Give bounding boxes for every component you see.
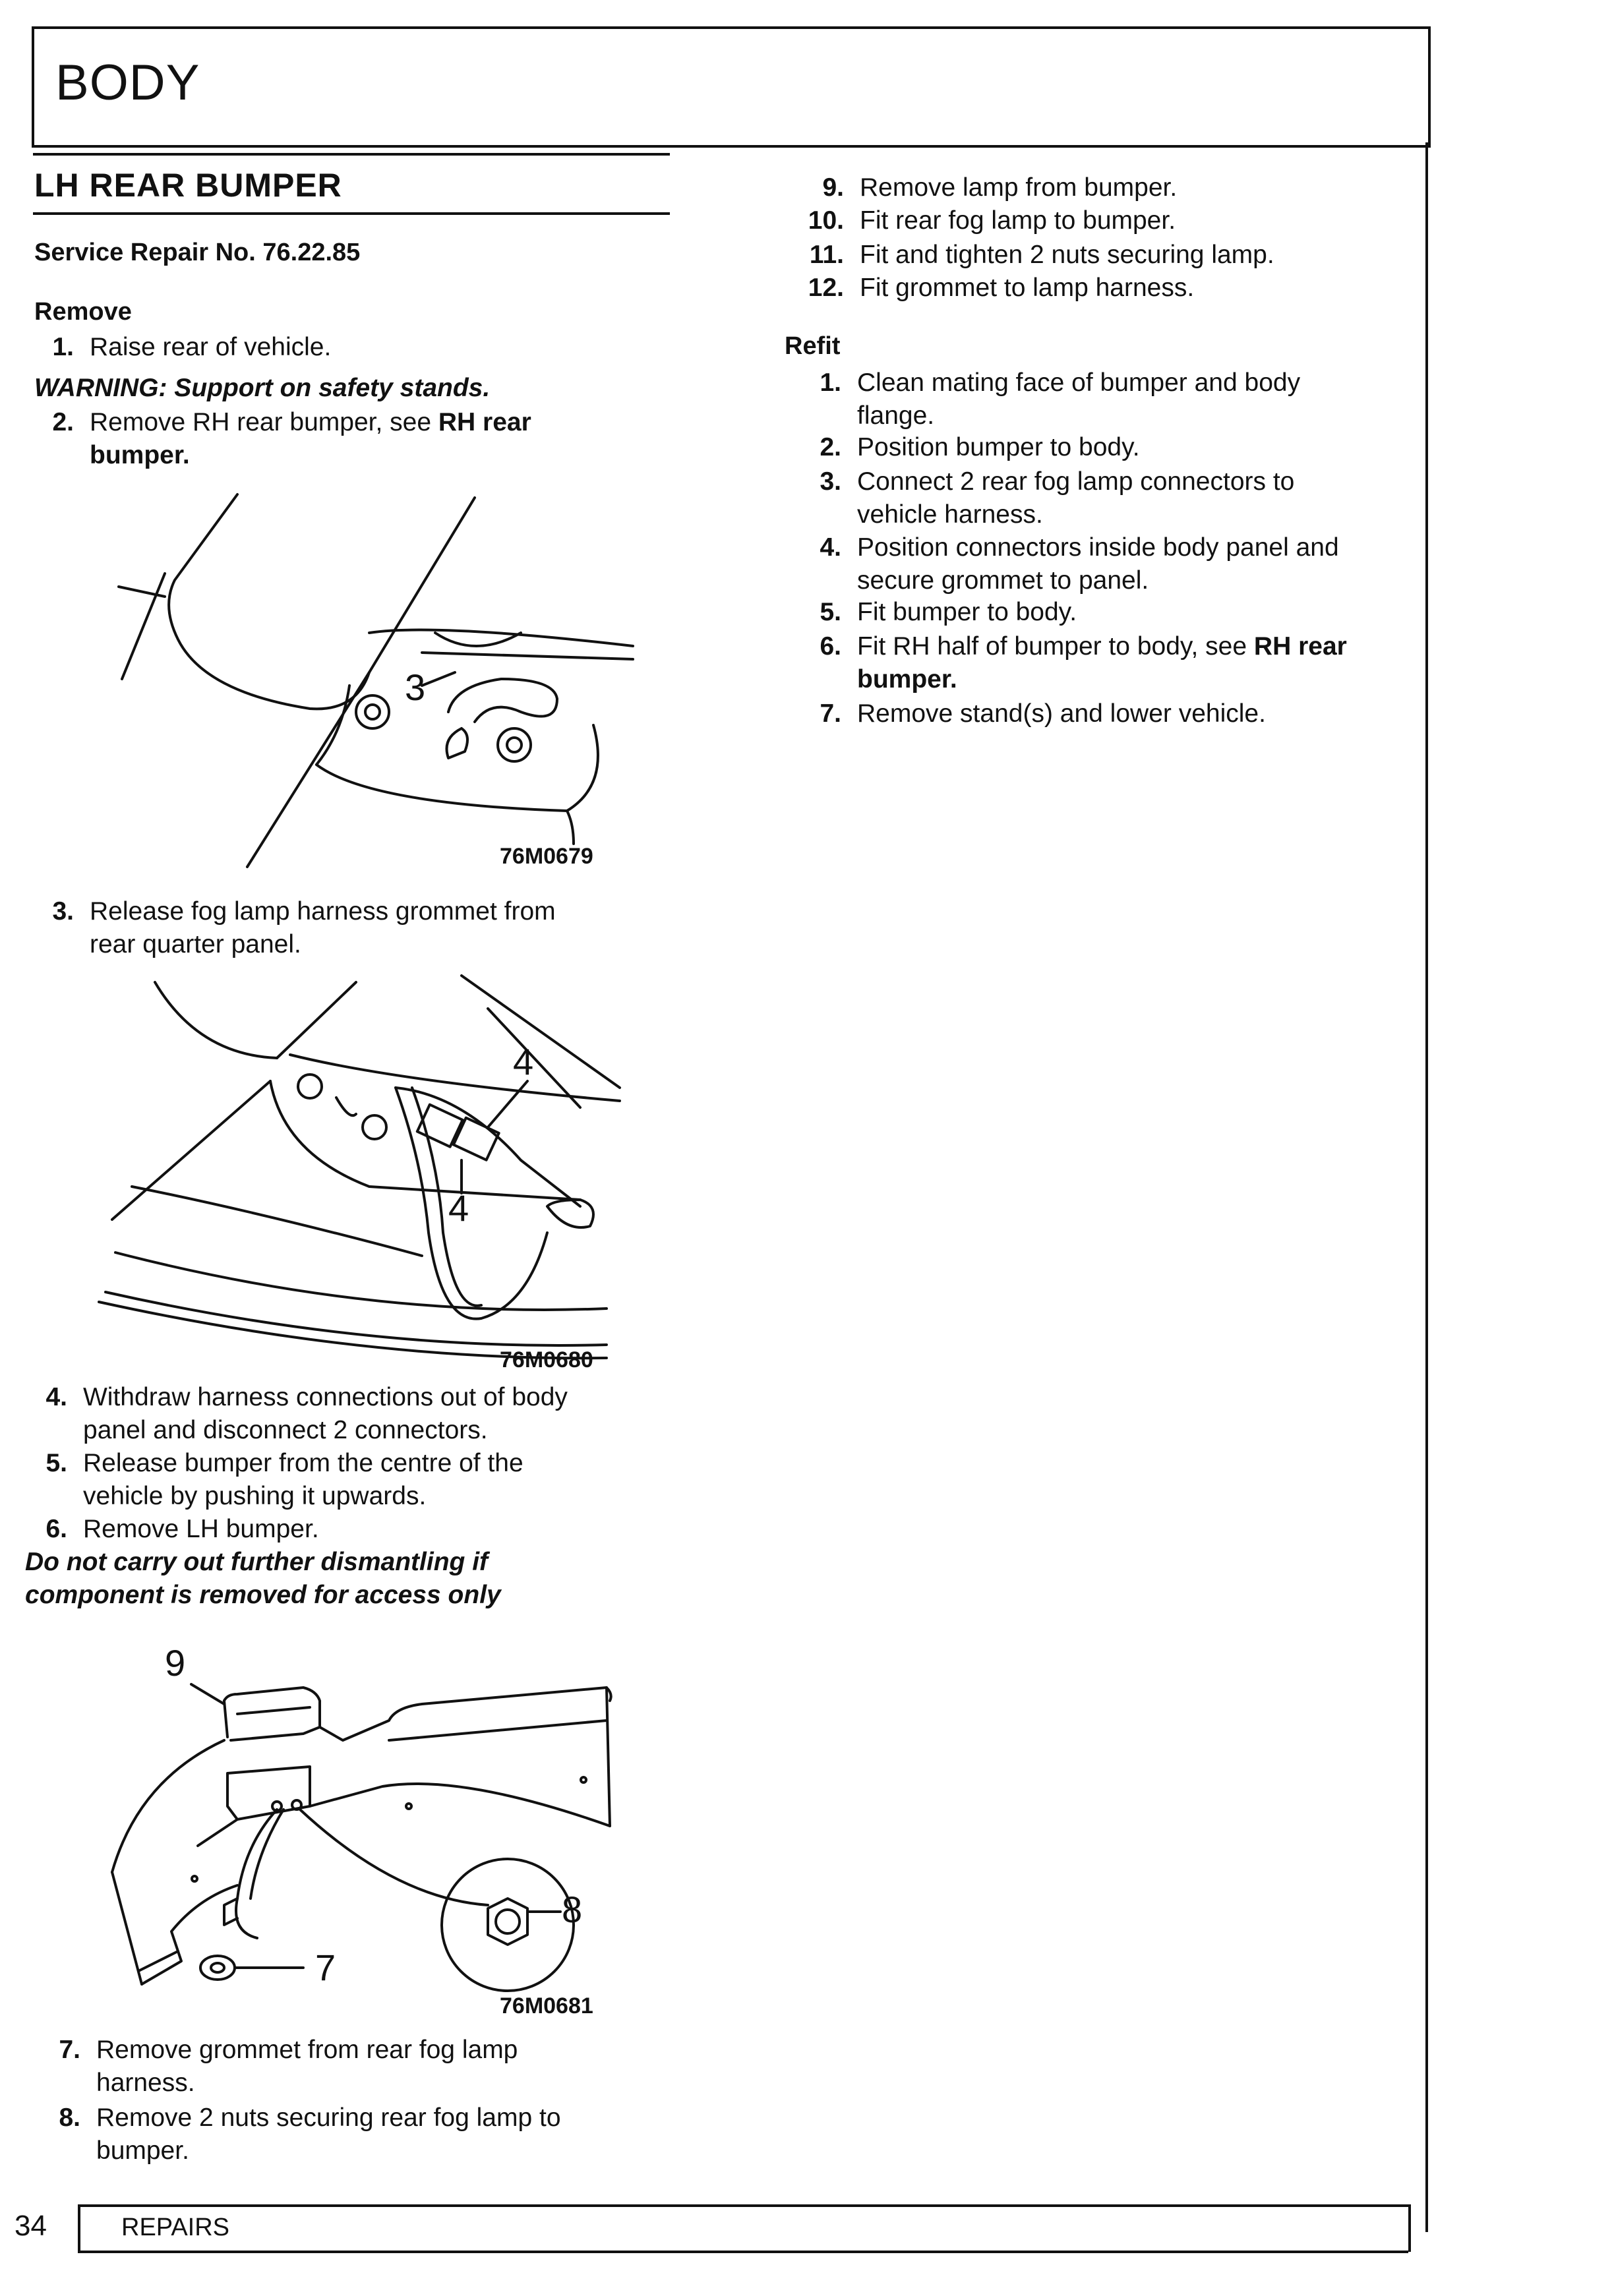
footer-bottom-rule (78, 2251, 1408, 2253)
remove-step-7 (28, 2034, 661, 2100)
step-text: vehicle harness. (857, 500, 1043, 529)
remove-step-9 (791, 171, 1411, 204)
step-number: 2. (820, 433, 841, 461)
step-number: 12. (808, 274, 844, 302)
step-text: Remove RH rear bumper, see (90, 408, 438, 436)
step-number: 6. (45, 1515, 67, 1543)
step-text: Fit grommet to lamp harness. (860, 274, 1195, 302)
refit-step-6 (789, 630, 1408, 696)
remove-heading: Remove (34, 298, 132, 326)
remove-step-11 (791, 239, 1411, 272)
step-text-wrap (857, 367, 1300, 432)
step-text: rear quarter panel. (90, 930, 301, 958)
step-number: 8. (59, 2104, 80, 2132)
callout-7: 7 (315, 1947, 336, 1988)
cross-ref-link[interactable]: RH rear (438, 408, 531, 436)
step-number: 1. (52, 333, 74, 361)
step-text: Position bumper to body. (857, 433, 1140, 461)
step-text: Remove stand(s) and lower vehicle. (857, 699, 1266, 728)
callout-4-bottom: 4 (448, 1187, 469, 1229)
callout-4-top: 4 (513, 1041, 534, 1082)
refit-step-3 (789, 465, 1408, 531)
step-text: Connect 2 rear fog lamp connectors to (857, 467, 1295, 496)
step-number: 2. (52, 408, 74, 436)
step-text: harness. (96, 2069, 195, 2097)
refit-step-4 (789, 531, 1408, 597)
footer-section-label: REPAIRS (121, 2214, 230, 2241)
remove-step-8 (28, 2102, 661, 2167)
safety-warning: WARNING: Support on safety stands. (34, 374, 491, 402)
step-number: 7. (820, 699, 841, 728)
step-text: Remove LH bumper. (83, 1515, 319, 1543)
step-text: Withdraw harness connections out of body (83, 1383, 568, 1411)
step-text: Clean mating face of bumper and body (857, 368, 1301, 397)
figure-code-76m0679: 76M0679 (500, 844, 593, 869)
dismantling-note-line2: component is removed for access only (25, 1581, 501, 1609)
refit-heading: Refit (785, 332, 841, 360)
page-number: 34 (15, 2210, 47, 2242)
refit-step-1 (789, 367, 1408, 432)
step-text: Raise rear of vehicle. (90, 333, 332, 361)
step-text: vehicle by pushing it upwards. (83, 1482, 427, 1510)
step-text: panel and disconnect 2 connectors. (83, 1416, 488, 1444)
step-text: Fit and tighten 2 nuts securing lamp. (860, 241, 1274, 269)
step-text: secure grommet to panel. (857, 566, 1149, 595)
remove-step-12 (791, 272, 1411, 305)
step-text-wrap (857, 630, 1347, 696)
step-text: Fit RH half of bumper to body, see (857, 632, 1254, 661)
step-text: Position connectors inside body panel and (857, 533, 1339, 562)
step-text: Release bumper from the centre of the (83, 1449, 523, 1477)
step-text: Remove grommet from rear fog lamp (96, 2036, 518, 2064)
service-repair-number: Service Repair No. 76.22.85 (34, 239, 361, 266)
step-number: 6. (820, 632, 841, 661)
step-text: Release fog lamp harness grommet from (90, 897, 556, 926)
step-number: 11. (809, 241, 844, 269)
refit-step-5 (789, 596, 1408, 629)
step-number: 4. (820, 533, 841, 562)
step-text: Remove 2 nuts securing rear fog lamp to (96, 2104, 561, 2132)
cross-ref-link-cont[interactable]: bumper. (857, 665, 957, 693)
callout-8: 8 (562, 1889, 583, 1930)
remove-step-10 (791, 204, 1411, 237)
step-text-wrap (857, 531, 1339, 597)
step-text-wrap (96, 2034, 518, 2100)
dismantling-note-line1: Do not carry out further dismantling if (25, 1548, 489, 1576)
step-text-wrap (857, 465, 1294, 531)
footer-frame (78, 2204, 1411, 2252)
step-number: 3. (52, 897, 74, 926)
step-number: 5. (45, 1449, 67, 1477)
callout-9: 9 (165, 1642, 186, 1684)
step-number: 7. (59, 2036, 80, 2064)
refit-step-2 (789, 431, 1408, 464)
step-text-wrap (96, 2102, 561, 2167)
step-number: 4. (45, 1383, 67, 1411)
refit-step-7 (789, 697, 1408, 730)
step-number: 1. (820, 368, 841, 397)
step-number: 5. (820, 598, 841, 626)
cross-ref-link-cont[interactable]: bumper. (90, 441, 190, 469)
step-number: 10. (808, 206, 844, 235)
step-text: Fit bumper to body. (857, 598, 1077, 626)
cross-ref-link[interactable]: RH rear (1253, 632, 1347, 661)
step-text: Remove lamp from bumper. (860, 173, 1178, 202)
figure-code-76m0681: 76M0681 (500, 1993, 593, 2018)
figure-code-76m0680: 76M0680 (500, 1347, 593, 1372)
step-text: bumper. (96, 2136, 189, 2165)
step-number: 9. (822, 173, 844, 202)
section-title: LH REAR BUMPER (34, 167, 342, 204)
step-text: Fit rear fog lamp to bumper. (860, 206, 1176, 235)
chapter-title: BODY (55, 55, 200, 111)
step-text: flange. (857, 401, 935, 430)
callout-3: 3 (405, 666, 426, 708)
step-number: 3. (820, 467, 841, 496)
